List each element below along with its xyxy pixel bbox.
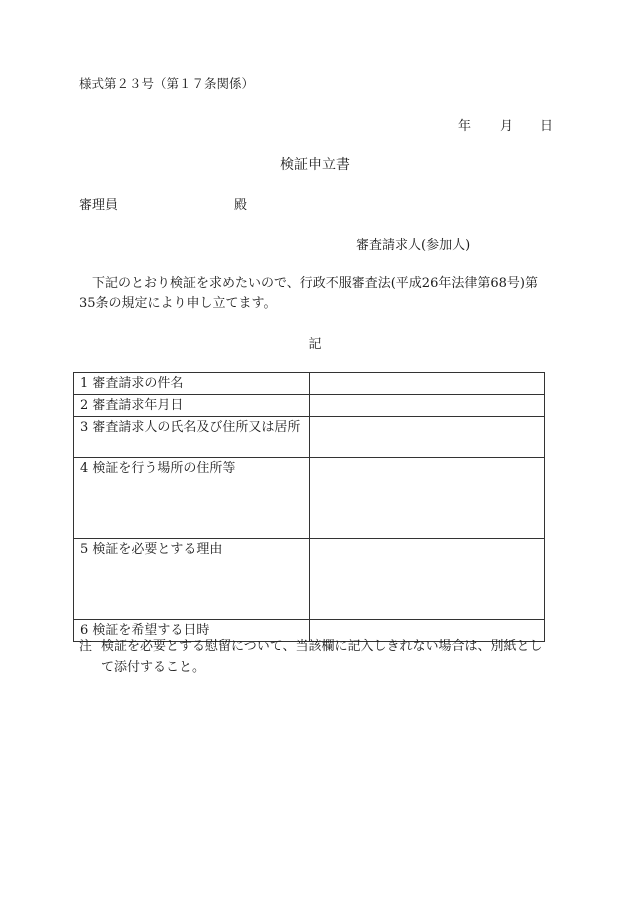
- row-label: 6 検証を希望する日時: [74, 620, 310, 642]
- row-value-field[interactable]: [309, 539, 545, 620]
- row-label: 2 審査請求年月日: [74, 395, 310, 417]
- row-value-field[interactable]: [309, 373, 545, 395]
- row-value-field[interactable]: [309, 395, 545, 417]
- document-title: 検証申立書: [280, 157, 350, 173]
- date-day-label: 日: [540, 119, 554, 134]
- ki-heading: 記: [308, 337, 322, 352]
- row-value-field[interactable]: [309, 417, 545, 458]
- table-row: [74, 539, 545, 620]
- table-row: [74, 458, 545, 539]
- row-label: 4 検証を行う場所の住所等: [74, 458, 310, 539]
- row-value-field[interactable]: [309, 458, 545, 539]
- table-row: [74, 395, 545, 417]
- note-text: 検証を必要とする慰留について、当該欄に記入しきれない場合は、別紙として添付すること。: [101, 639, 543, 675]
- table-row: [74, 373, 545, 395]
- date-year-label: 年: [458, 119, 472, 134]
- row-label: 3 審査請求人の氏名及び住所又は居所: [74, 417, 310, 458]
- row-label: 5 検証を必要とする理由: [74, 539, 310, 620]
- addressee: 審理員: [79, 198, 119, 213]
- date-month-label: 月: [500, 119, 514, 134]
- table-row: [74, 417, 545, 458]
- requester-label: 審査請求人(参加人): [356, 238, 471, 253]
- footnote: [79, 636, 551, 678]
- body-paragraph: 下記のとおり検証を求めたいので、行政不服審査法(平成26年法律第68号)第35条の規定により申し立てます。: [79, 276, 538, 311]
- honorific: 殿: [234, 198, 248, 213]
- application-table: [73, 372, 545, 642]
- form-number: 様式第２３号（第１７条関係）: [79, 76, 255, 91]
- row-label: 1 審査請求の件名: [74, 373, 310, 395]
- note-prefix: 注: [79, 639, 93, 654]
